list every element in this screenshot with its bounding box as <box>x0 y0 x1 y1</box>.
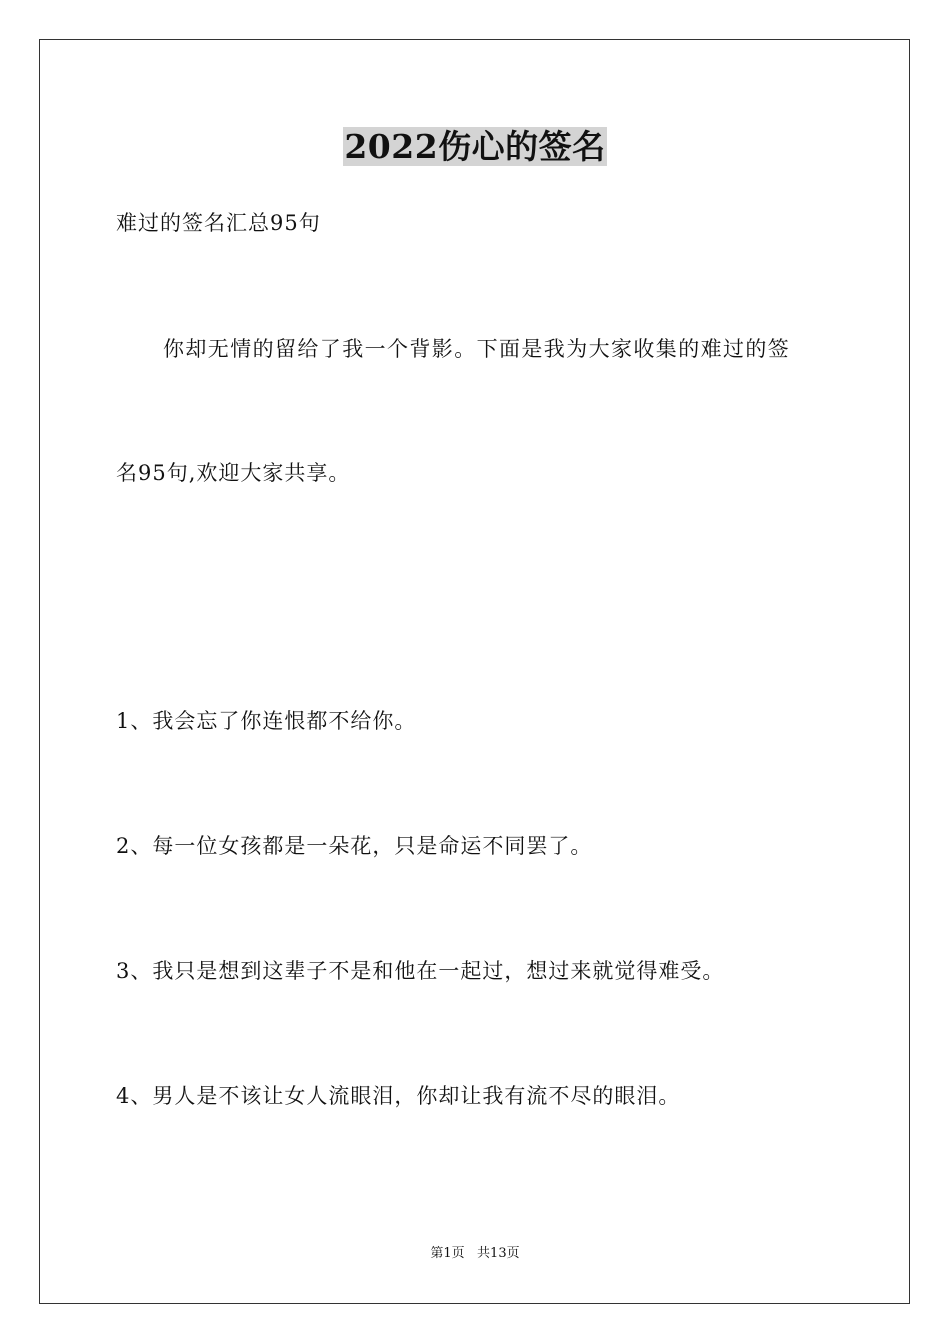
list-item: 2、每一位女孩都是一朵花，只是命运不同罢了。 <box>116 834 593 858</box>
intro-paragraph-line-1: 你却无情的留给了我一个背影。下面是我为大家收集的难过的签 <box>163 337 791 361</box>
intro-paragraph-line-2: 名95句,欢迎大家共享。 <box>116 461 351 485</box>
document-title-block <box>0 126 950 168</box>
page-footer: 第1页 共13页 <box>430 1246 520 1261</box>
list-item: 1、我会忘了你连恨都不给你。 <box>116 709 417 733</box>
list-item: 3、我只是想到这辈子不是和他在一起过，想过来就觉得难受。 <box>116 959 725 983</box>
document-title: 2022伤心的签名 <box>344 127 606 166</box>
document-subtitle: 难过的签名汇总95句 <box>116 211 321 235</box>
list-item: 4、男人是不该让女人流眼泪，你却让我有流不尽的眼泪。 <box>116 1084 681 1108</box>
